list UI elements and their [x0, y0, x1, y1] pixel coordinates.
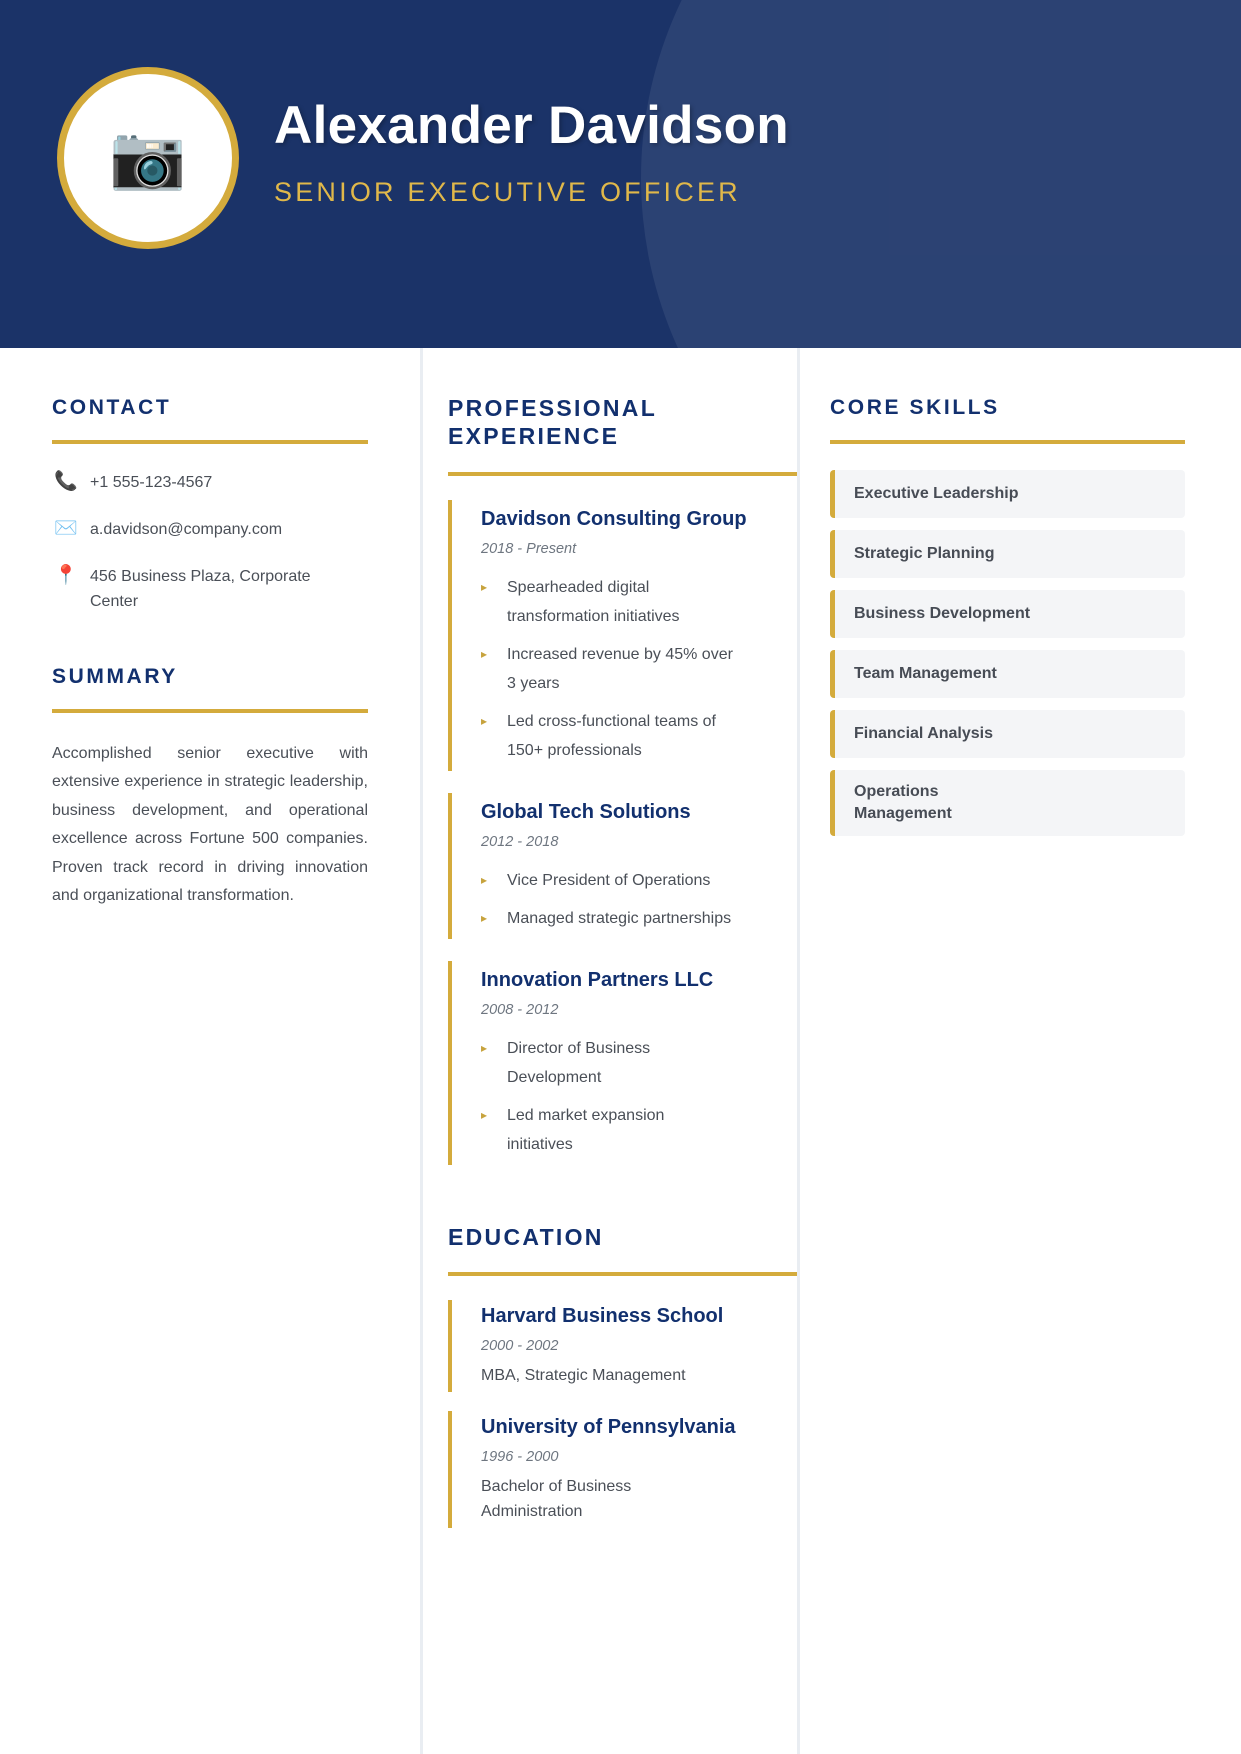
experience-entry — [448, 793, 797, 939]
list-item-text: Managed strategic partnerships — [507, 909, 732, 927]
experience-entry — [448, 961, 797, 1165]
education-entry — [448, 1411, 797, 1528]
skill-label: Team Management — [854, 664, 997, 682]
contact-item-address[interactable] — [52, 564, 368, 614]
phone-icon: 📞 — [54, 470, 78, 492]
bullet-triangle-icon: ▸ — [481, 646, 488, 661]
company-name: Davidson Consulting Group — [481, 507, 747, 530]
list-item — [481, 1034, 733, 1092]
summary-heading: SUMMARY — [52, 664, 178, 688]
skill-chip — [830, 710, 1185, 758]
responsibility-list — [481, 573, 797, 765]
job-title: SENIOR EXECUTIVE OFFICER — [274, 177, 741, 208]
list-item-text: Director of Business Development — [507, 1039, 651, 1086]
school-name: University of Pennsylvania — [481, 1415, 736, 1438]
bullet-triangle-icon: ▸ — [481, 1107, 488, 1122]
degree-text: Bachelor of Business Administration — [481, 1478, 632, 1520]
contact-heading-rule — [52, 440, 368, 444]
camera-icon: 📷 — [109, 123, 187, 192]
skill-chip — [830, 770, 1185, 836]
bullet-triangle-icon: ▸ — [481, 713, 488, 728]
right-column — [800, 348, 1241, 1754]
bullet-triangle-icon: ▸ — [481, 579, 488, 594]
contact-list — [52, 470, 368, 614]
skill-chip — [830, 530, 1185, 578]
education-entry — [448, 1300, 797, 1392]
location-pin-icon: 📍 — [54, 564, 78, 586]
experience-heading-rule — [448, 472, 797, 476]
resume-header — [0, 0, 1241, 348]
education-heading-rule — [448, 1272, 797, 1276]
employment-dates: 2018 - Present — [481, 540, 577, 557]
summary-section — [52, 664, 368, 911]
school-name: Harvard Business School — [481, 1304, 724, 1327]
skill-chip — [830, 650, 1185, 698]
page-title: Alexander Davidson — [274, 96, 789, 155]
experience-entries — [448, 500, 797, 1165]
list-item — [481, 707, 733, 765]
list-item-text: Led market expansion initiatives — [507, 1106, 665, 1153]
list-item — [481, 1101, 733, 1159]
list-item — [481, 573, 733, 631]
responsibility-list — [481, 1034, 797, 1159]
bullet-triangle-icon: ▸ — [481, 872, 488, 887]
list-item — [481, 866, 733, 895]
responsibility-list — [481, 866, 797, 933]
skill-label: Operations Management — [854, 782, 952, 822]
list-item-text: Led cross-functional teams of 150+ professionals — [507, 712, 716, 759]
skill-chip — [830, 590, 1185, 638]
skills-list — [830, 470, 1185, 836]
skill-label: Executive Leadership — [854, 484, 1019, 502]
company-name: Global Tech Solutions — [481, 800, 691, 823]
list-item — [481, 640, 733, 698]
phone-value: +1 555-123-4567 — [90, 473, 213, 491]
list-item-text: Spearheaded digital transformation initiatives — [507, 578, 680, 625]
skills-heading-rule — [830, 440, 1185, 444]
list-item-text: Increased revenue by 45% over 3 years — [507, 645, 733, 692]
employment-dates: 2008 - 2012 — [481, 1001, 559, 1018]
list-item-text: Vice President of Operations — [507, 871, 711, 889]
education-heading: EDUCATION — [448, 1223, 604, 1250]
contact-heading: CONTACT — [52, 396, 172, 419]
header-text-block — [274, 96, 789, 208]
education-section — [448, 1223, 797, 1528]
bullet-triangle-icon: ▸ — [481, 910, 488, 925]
experience-section — [448, 394, 797, 1165]
list-item — [481, 904, 733, 933]
skill-label: Financial Analysis — [854, 724, 994, 742]
contact-section — [52, 395, 368, 614]
contact-item-email[interactable] — [52, 517, 368, 542]
skills-section — [830, 395, 1185, 836]
skill-label: Strategic Planning — [854, 544, 995, 562]
employment-dates: 2012 - 2018 — [481, 833, 559, 850]
avatar — [57, 67, 239, 249]
email-icon: ✉️ — [54, 517, 78, 539]
address-value: 456 Business Plaza, Corporate Center — [90, 567, 311, 610]
education-entries — [448, 1300, 797, 1528]
left-column — [0, 348, 420, 1754]
education-dates: 2000 - 2002 — [481, 1338, 559, 1355]
email-value: a.davidson@company.com — [90, 520, 283, 538]
resume-body — [0, 348, 1241, 1754]
summary-text: Accomplished senior executive with extensive experience in strategic leadership, business development, and operational excellence across Fortune 500 companies. Proven track record in driving innovation and organizational transformation. — [52, 744, 368, 905]
degree-text: MBA, Strategic Management — [481, 1366, 686, 1384]
experience-entry — [448, 500, 797, 771]
summary-heading-rule — [52, 709, 368, 713]
skills-heading: CORE SKILLS — [830, 396, 1000, 419]
skill-label: Business Development — [854, 604, 1031, 622]
experience-heading: PROFESSIONAL EXPERIENCE — [448, 395, 657, 450]
bullet-triangle-icon: ▸ — [481, 1040, 488, 1055]
skill-chip — [830, 470, 1185, 518]
middle-column — [420, 348, 800, 1754]
education-dates: 1996 - 2000 — [481, 1449, 559, 1466]
contact-item-phone[interactable] — [52, 470, 368, 495]
company-name: Innovation Partners LLC — [481, 968, 714, 991]
